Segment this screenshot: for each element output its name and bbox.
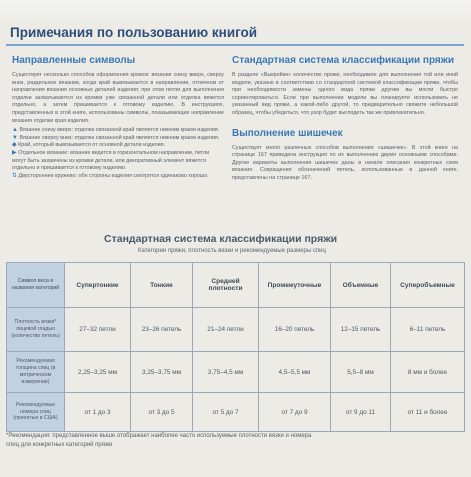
symbol-item (12, 173, 224, 181)
column-header: Суперобъемные (391, 263, 465, 308)
table-cell: от 5 до 7 (193, 393, 259, 432)
left-column (12, 55, 224, 180)
table-cell: 6–11 петель (391, 308, 465, 352)
table-title: Стандартная система классификации пряжи (104, 233, 338, 245)
up-arrow-icon: ▲ (12, 127, 18, 134)
bobbles-heading: Выполнение шишечек (232, 127, 343, 139)
symbol-item (12, 150, 224, 173)
table-cell: 21–24 петли (193, 308, 259, 352)
table-cell: от 1 до 3 (65, 393, 131, 432)
table-subtitle: Категории пряжи, плотность вязки и рекомендуемые размеры спиц (138, 248, 326, 254)
table-cell: от 3 до 5 (131, 393, 193, 432)
table-cell: 4,5–5,5 мм (259, 352, 331, 393)
table-cell: 3,25–3,75 мм (131, 352, 193, 393)
symbol-item (12, 142, 224, 150)
row-label: Плотность вязки* лицевой гладью (количество петель) (7, 308, 65, 352)
directional-symbols-intro: Существует несколько способов оформления кромок: вязание снизу вверх, сверху вниз, раздельное вязание, когда край вывязывается в направлении, отличном от направления вязания основных деталей изделия; при этом петли для выполнения отделки захватываются из кромки уже связанной детали или отделка вяжется отдельно, а затем пришивается к готовому изделию. В инструкциях, представленных в этой книге, использованы символы, показывающие направление вязания отделки края изделия. (12, 72, 224, 124)
table-row (7, 393, 465, 432)
top-banner (0, 0, 471, 22)
table-cell: 8 мм и более (391, 352, 465, 393)
diamond-icon: ◆ (12, 142, 17, 149)
double-arrow-icon: ⇅ (12, 172, 18, 179)
symbol-item-text: Вязание сверху вниз: отделка связанной край является нижним краем изделия. (19, 134, 220, 141)
symbol-item (12, 127, 224, 135)
table-cell: 23–26 петель (131, 308, 193, 352)
table-header-row (7, 263, 465, 308)
column-header: Объемные (331, 263, 391, 308)
right-arrow-icon: ▶ (12, 149, 17, 156)
symbol-item-text: Отдельное вязание: вязание ведется в горизонтальном направлении, петли могут быть захвачены из кромки детали, или декоративный элемент вяжется отдельно и пришивается к готовому изделию. (12, 149, 210, 172)
column-header: Тонкие (131, 263, 193, 308)
symbol-item-text: Вязание снизу вверх: отделка связанной край является нижним краем изделия. (19, 127, 220, 134)
table-corner-label: Символ веса и названия категорий (7, 263, 65, 308)
row-label: Рекомендуемая толщина спиц (в метрическом измерении) (7, 352, 65, 393)
yarn-classification-table (6, 262, 465, 432)
column-header: Средней плотности (193, 263, 259, 308)
table-cell: от 11 и более (391, 393, 465, 432)
table-row (7, 308, 465, 352)
title-divider (6, 44, 464, 46)
table-footnote: *Рекомендация: представленное выше отображает наиболее часто используемые плотности вязки и номера спиц для конкретных категорий пряжи (6, 433, 312, 448)
bobbles-text: Существует много различных способов выполнения «шишечек». В этой книге на странице 167 приведена инструкция по их выполнению двумя основными способами. Другие варианты выполнения шишечек даны в начале описания конкретных схем вязания. Сокращения обозначений петель, использованные в данной книге, представлены на странице 167. (232, 144, 458, 181)
symbol-item-text: Двустороннее кружево: обе стороны изделия смотрятся одинаково хорошо. (18, 172, 209, 179)
right-column (232, 55, 458, 185)
directional-symbols-heading: Направленные символы (12, 55, 136, 66)
down-arrow-icon: ▼ (12, 134, 18, 141)
symbol-item-text: Край, который вывязывается от основной детали изделия. (18, 142, 166, 149)
page-title: Примечания по пользованию книгой (10, 25, 258, 40)
table-cell: 5,5–8 мм (331, 352, 391, 393)
table-cell: 16–20 петель (259, 308, 331, 352)
column-header: Супертонкие (65, 263, 131, 308)
yarn-classification-text: В разделе «Выкройки» количество пряжи, необходимое для выполнения той или иной модели, указано в соответствии со стандартной системой классификации пряжи, чтобы при необходимости замены одного вида пряжи другим вы могли быстро сориентироваться. Если при выполнении модели вы планируете использовать не указанный вид пряжи, а какой-либо другой, то предварительно свяжите небольшой образец, чтобы убедиться, что узор будет выглядеть так же привлекательно. (232, 72, 458, 116)
table-cell: 27–32 петли (65, 308, 131, 352)
yarn-classification-heading: Стандартная система классификации пряжи (232, 55, 455, 66)
column-header: Промежуточные (259, 263, 331, 308)
table-cell: 12–15 петель (331, 308, 391, 352)
table-cell: от 7 до 9 (259, 393, 331, 432)
table-cell: от 9 до 11 (331, 393, 391, 432)
table-cell: 2,25–3,25 мм (65, 352, 131, 393)
row-label: Рекомендуемые номера спиц (принятые в США) (7, 393, 65, 432)
table-cell: 3,75–4,5 мм (193, 352, 259, 393)
table-row (7, 352, 465, 393)
